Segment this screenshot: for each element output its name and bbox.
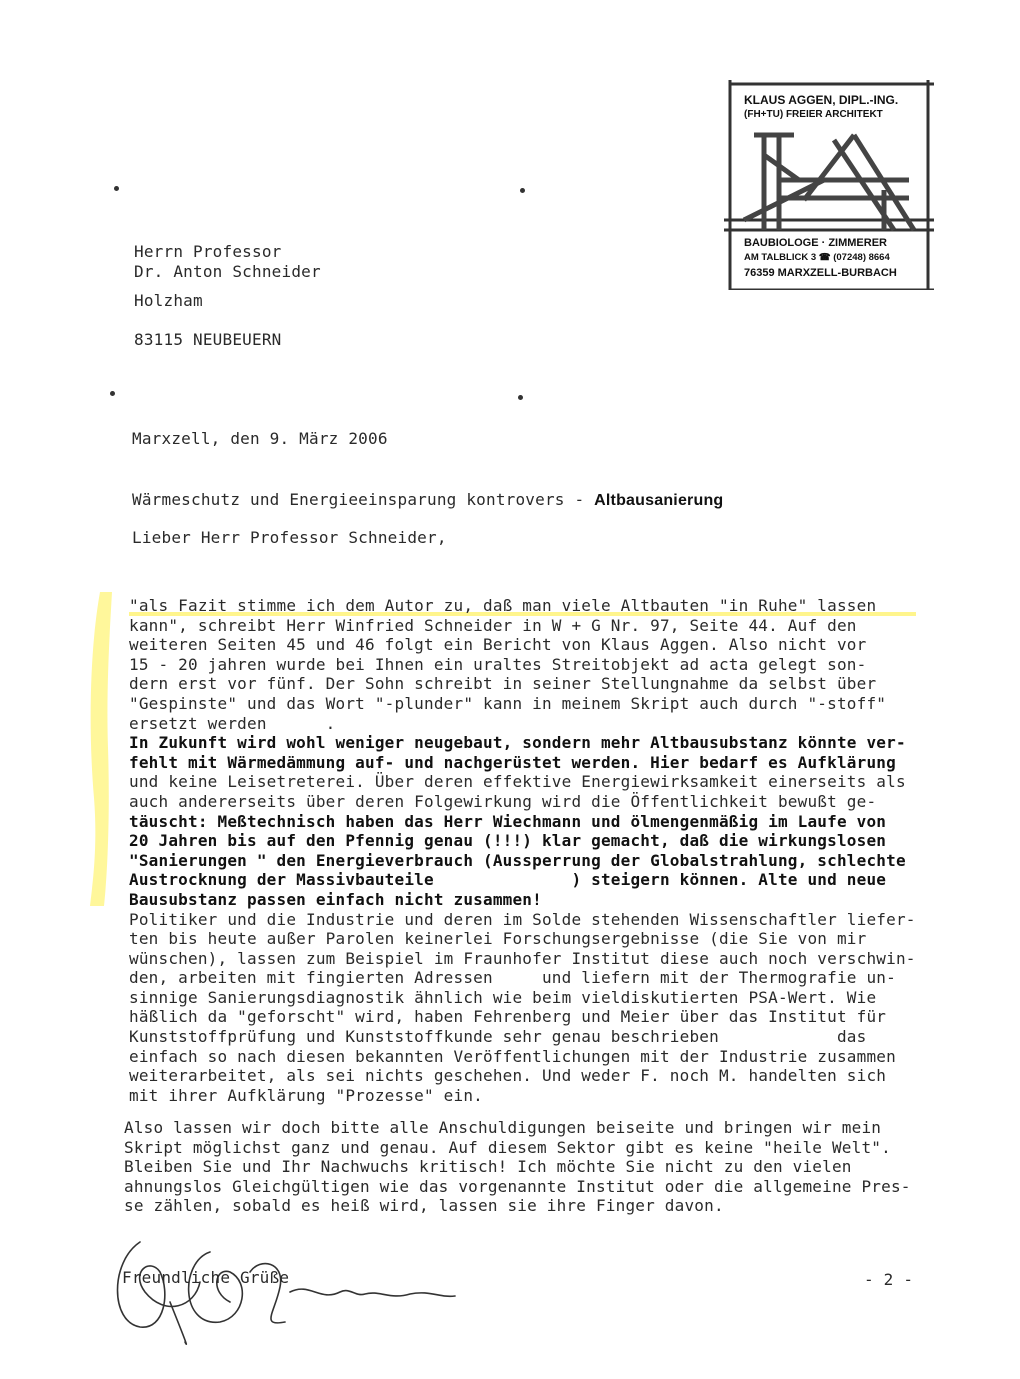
- body-line: Kunststoffprüfung und Kunststoffkunde sehr genau beschrieben das: [129, 1027, 867, 1047]
- body-line: einfach so nach diesen bekannten Veröffentlichungen mit der Industrie zusammen: [129, 1046, 896, 1066]
- body-line: ten bis heute außer Parolen keinerlei Forschungsergebnisse (die Sie von mir: [129, 929, 867, 949]
- fold-mark: [520, 188, 525, 193]
- closing-line: Also lassen wir doch bitte alle Anschuldigungen beiseite und bringen wir mein: [124, 1118, 882, 1137]
- page-number: - 2 -: [864, 1270, 914, 1289]
- body-line: 15 - 20 jahren wurde bei Ihnen ein uraltes Streitobjekt ad acta gelegt son-: [129, 654, 867, 674]
- subject-line: [132, 490, 723, 511]
- recipient-line-4: 83115 NEUBEUERN: [134, 330, 282, 349]
- closing-line: ahnungslos Gleichgültigen wie das vorgenannte Institut oder die allgemeine Pres-: [124, 1176, 911, 1196]
- fold-mark: [114, 186, 119, 191]
- letter-body: [129, 596, 916, 1105]
- body-line: mit ihrer Aufklärung "Prozesse" ein.: [129, 1085, 483, 1105]
- body-line: weiterarbeitet, als sei nichts geschehen. Und weder F. noch M. handelten sich: [129, 1066, 887, 1086]
- date-line: Marxzell, den 9. März 2006: [132, 429, 388, 448]
- recipient-line-1: Herrn Professor: [134, 242, 282, 261]
- fold-mark: [518, 395, 523, 400]
- closing-line: Bleiben Sie und Ihr Nachwuchs kritisch! Ich möchte Sie nicht zu den vielen: [124, 1157, 852, 1177]
- greeting: Freundliche Grüße: [122, 1268, 290, 1287]
- body-line: "Gespinste" und das Wort "-plunder" kann in meinem Skript auch durch "-stoff": [129, 693, 887, 713]
- letterhead-title: (FH+TU) FREIER ARCHITEKT: [744, 109, 883, 120]
- body-line-bold: täuscht: Meßtechnisch haben das Herr Wiechmann und ölmengenmäßig im Laufe von: [129, 811, 887, 831]
- body-line: "als Fazit stimme ich dem Autor zu, daß man viele Altbauten "in Ruhe" lassen: [129, 596, 916, 616]
- subject-main: Wärmeschutz und Energieeinsparung kontrovers -: [132, 490, 595, 509]
- body-line: sinnige Sanierungsdiagnostik ähnlich wie beim vieldiskutierten PSA-Wert. Wie: [129, 987, 877, 1007]
- highlighter-mark: [82, 588, 114, 910]
- body-line: weiteren Seiten 45 und 46 folgt ein Bericht von Klaus Aggen. Also nicht vor: [129, 635, 867, 655]
- body-line-bold: Austrocknung der Massivbauteile ) steigern können. Alte und neue: [129, 870, 887, 890]
- body-line: wünschen), lassen zum Beispiel im Fraunhofer Institut diese auch noch verschwin-: [129, 948, 916, 968]
- closing-line: se zählen, sobald es heiß wird, lassen sie ihre Finger davon.: [124, 1196, 724, 1216]
- salutation: Lieber Herr Professor Schneider,: [132, 528, 447, 547]
- signature-icon: [110, 1232, 470, 1352]
- body-line-bold: Bausubstanz passen einfach nicht zusammen!: [129, 889, 542, 909]
- recipient-line-3: Holzham: [134, 291, 203, 310]
- letterhead-address: AM TALBLICK 3 ☎ (07248) 8664: [744, 252, 890, 263]
- body-line-bold: fehlt mit Wärmedämmung auf- und nachgerüstet werden. Hier bedarf es Aufklärung: [129, 752, 896, 772]
- letterhead-profession: BAUBIOLOGE · ZIMMERER: [744, 237, 887, 249]
- fold-mark: [110, 391, 115, 396]
- body-line-bold: 20 Jahren bis auf den Pfennig genau (!!!) klar gemacht, daß die wirkungslosen: [129, 831, 887, 851]
- letterhead-city: 76359 MARXZELL-BURBACH: [744, 267, 897, 279]
- body-line: ersetzt werden .: [129, 713, 336, 733]
- body-line-bold: In Zukunft wird wohl weniger neugebaut, sondern mehr Altbausubstanz könnte ver-: [129, 733, 906, 753]
- closing-line: Skript möglichst ganz und genau. Auf diesem Sektor gibt es keine "heile Welt".: [124, 1137, 891, 1157]
- letterhead-name: KLAUS AGGEN, DIPL.-ING.: [744, 93, 899, 107]
- body-line: Politiker und die Industrie und deren im Solde stehenden Wissenschaftler liefer-: [129, 909, 916, 929]
- body-line: häßlich da "geforscht" wird, haben Fehrenberg und Meier über das Institut für: [129, 1007, 887, 1027]
- subject-bold: Altbausanierung: [594, 492, 724, 509]
- body-line: auch andererseits über deren Folgewirkung wird die Öffentlichkeit bewußt ge-: [129, 791, 877, 811]
- recipient-line-2: Dr. Anton Schneider: [134, 262, 321, 281]
- body-line: kann", schreibt Herr Winfried Schneider in W + G Nr. 97, Seite 44. Auf den: [129, 615, 857, 635]
- closing-paragraph: [124, 1118, 911, 1216]
- body-line: und keine Leisetreterei. Über deren effektive Energiewirksamkeit einerseits als: [129, 772, 906, 792]
- body-line-bold: "Sanierungen " den Energieverbrauch (Aussperrung der Globalstrahlung, schlechte: [129, 850, 906, 870]
- body-line: dern erst vor fünf. Der Sohn schreibt in seiner Stellungnahme da selbst über: [129, 674, 877, 694]
- body-line: den, arbeiten mit fingierten Adressen und liefern mit der Thermografie un-: [129, 968, 896, 988]
